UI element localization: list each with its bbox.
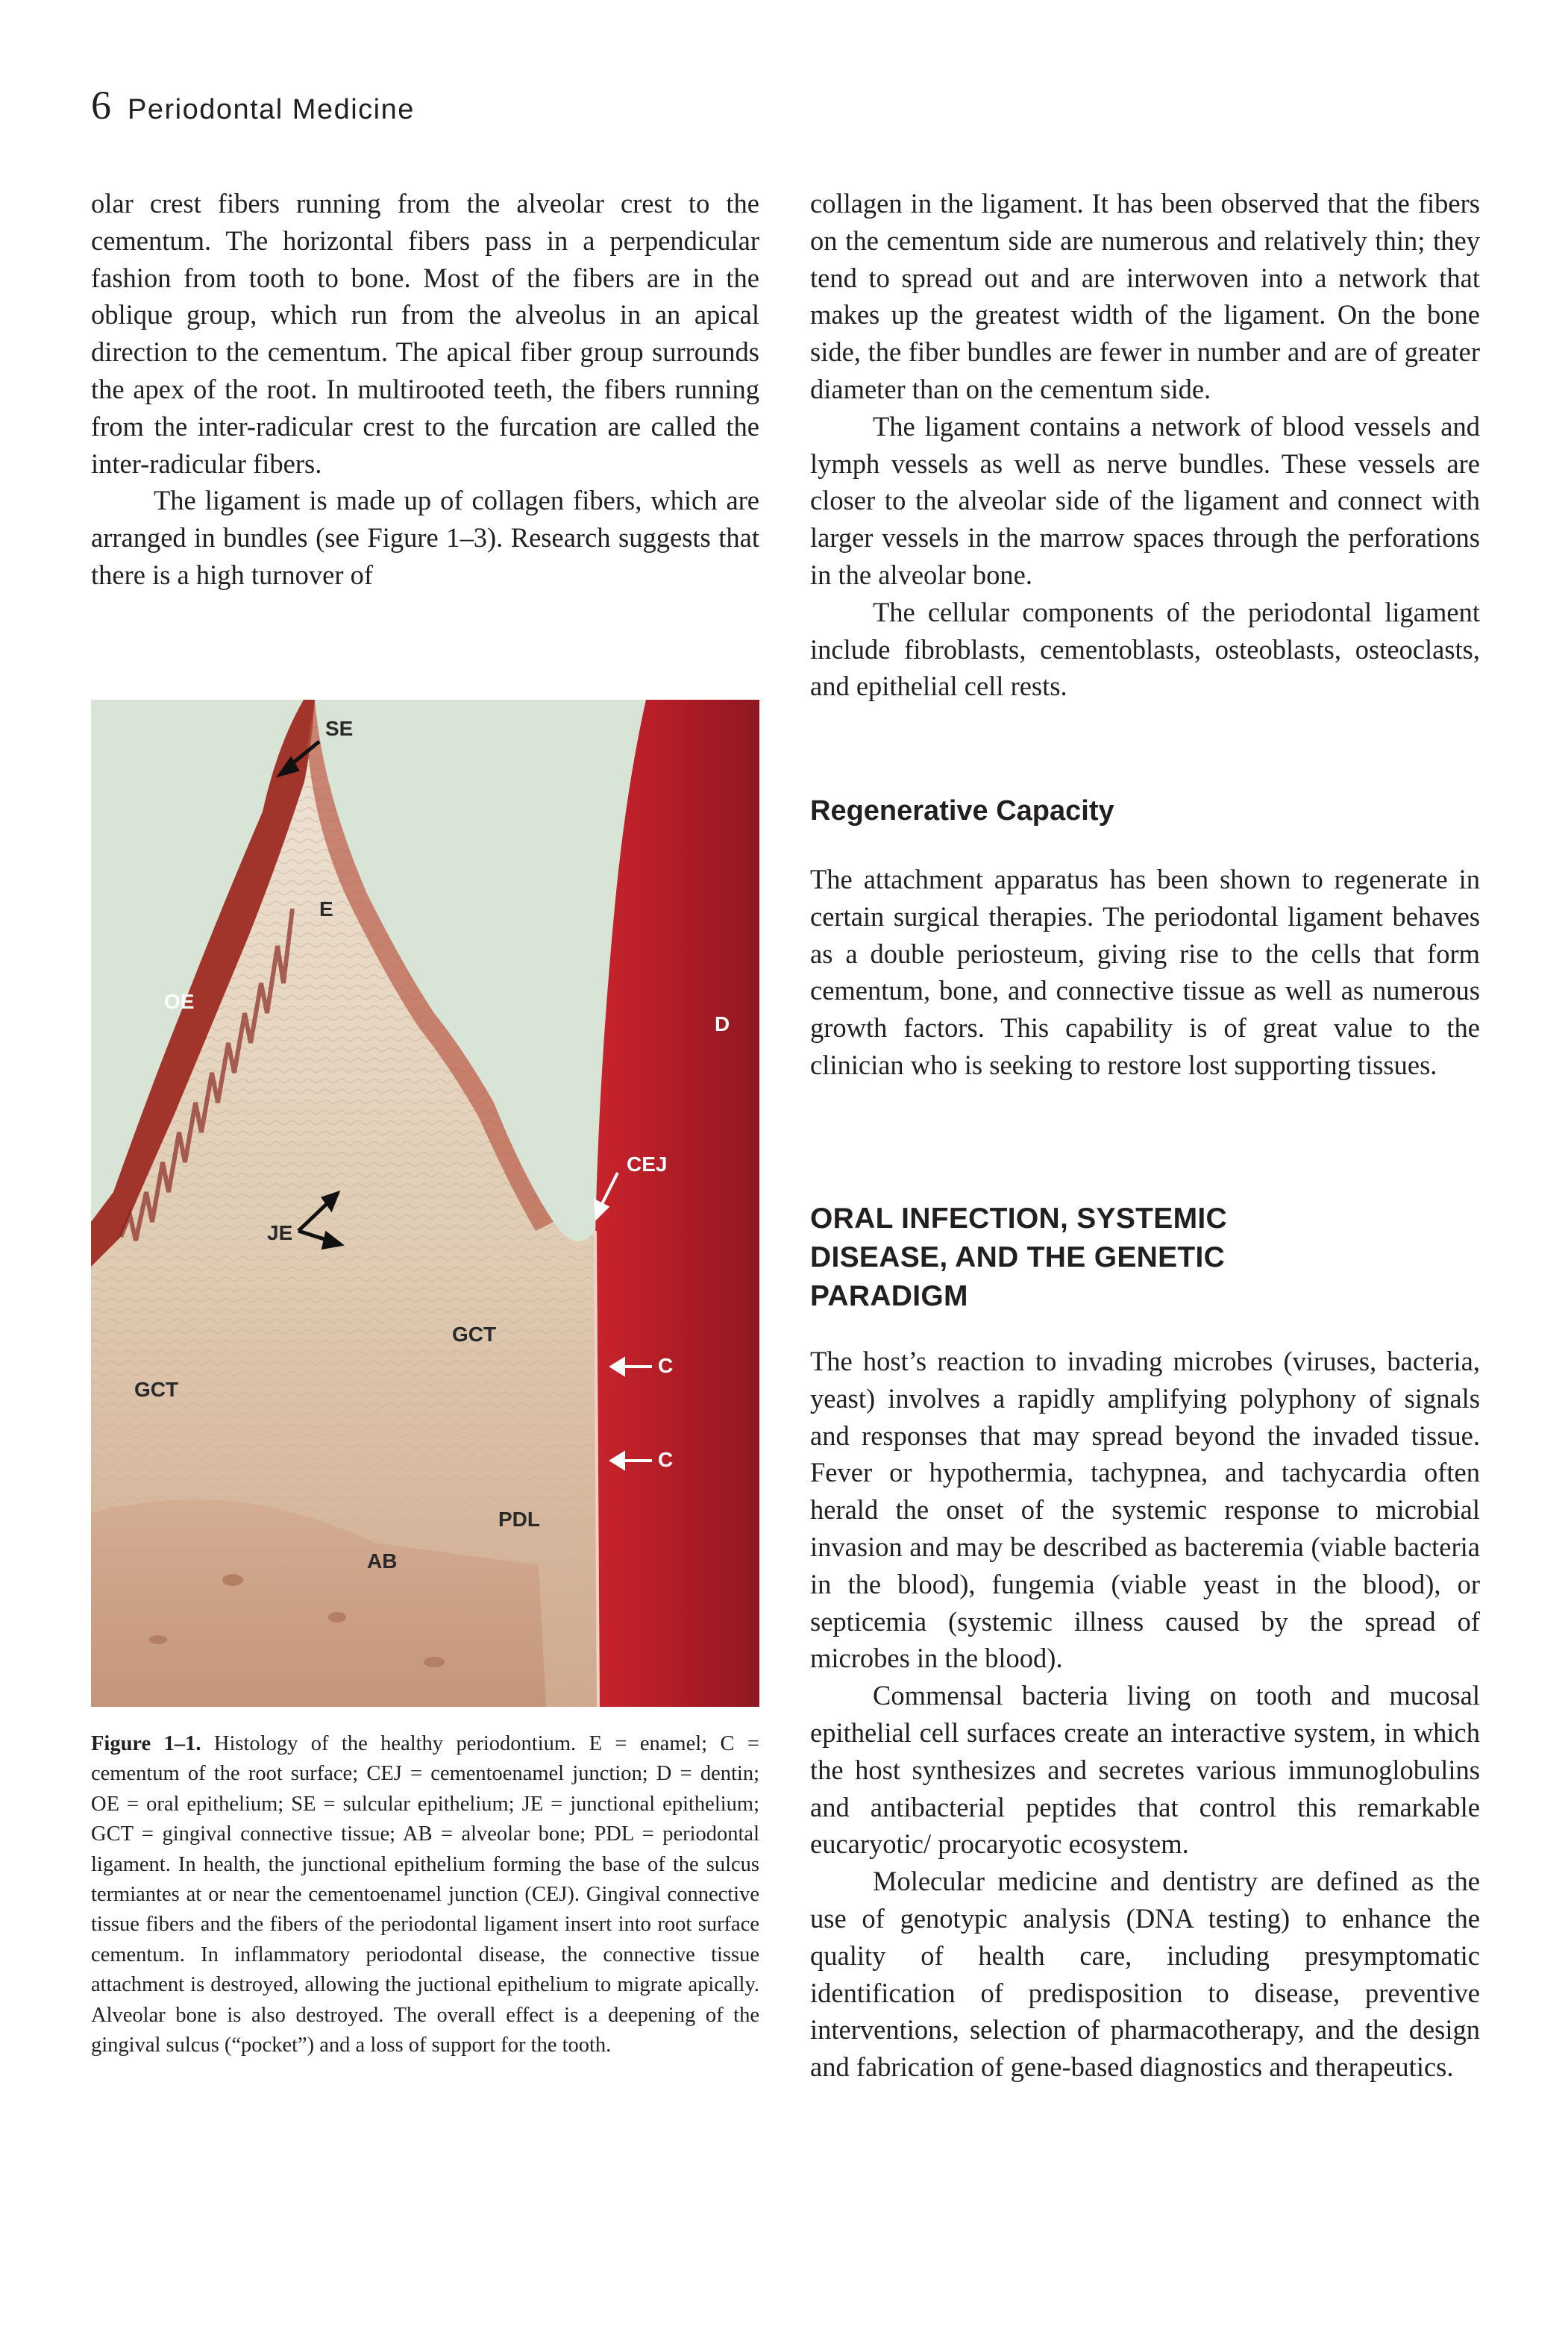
left-column [91,185,759,594]
figure-caption-text: Histology of the healthy periodontium. E = enamel; C = cementum of the root surface; CEJ = cementoenamel junction; D = dentin; OE = oral epithelium; SE = sulcular epithelium; JE = junctional epithelium; GCT = gingival connective tissue; AB = alveolar bone; PDL = periodontal ligament. In health, the junctional epithelium forming the base of the sulcus termiantes at or near the cementoenamel junction (CEJ). Gingival connective tissue fibers and the fibers of the periodontal ligament insert into root surface cementum. In inflammatory periodontal disease, the connective tissue attachment is destroyed, allowing the juctional epithelium to migrate apically. Alveolar bone is also destroyed. The overall effect is a deepening of the gingival sulcus (“pocket”) and a loss of support for the tooth. [91,1732,760,2057]
figure-caption-label: Figure 1–1. [91,1732,201,1755]
figure-label-c-lower: C [658,1448,674,1471]
page-number: 6 [91,83,111,128]
figure-label-cej: CEJ [627,1153,668,1176]
body-paragraph: collagen in the ligament. It has been observed that the fibers on the cementum side are numerous and relatively thin; they tend to spread out and are interwoven into a network that makes up the greatest width of the ligament. On the bone side, the fiber bundles are fewer in number and are of greater diameter than on the cementum side. [810,188,1480,404]
body-paragraph: The cellular components of the periodontal ligament include fibroblasts, cementoblasts, osteoblasts, osteoclasts, and epithelial cell rests. [810,596,1480,702]
running-header [91,82,415,128]
figure-label-oe: OE [164,990,195,1013]
right-column [810,185,1480,705]
figure-label-se: SE [325,717,354,740]
figure-label-e: E [319,897,333,921]
figure-caption [91,1729,759,2060]
figure-label-c-upper: C [658,1354,674,1377]
regenerative-capacity-heading: Regenerative Capacity [810,795,1114,827]
section-heading-line: DISEASE, AND THE GENETIC [810,1241,1226,1273]
body-paragraph: The ligament is made up of collagen fibers, which are arranged in bundles (see Figure 1–3). Research suggests that there is a high turnover of [91,485,759,590]
body-paragraph: Molecular medicine and dentistry are defined as the use of genotypic analysis (DNA testing) to enhance the quality of health care, including presymptomatic identification of predisposition to disease, preventive interventions, selection of pharmacotherapy, and the design and fabrication of gene-based diagnostics and therapeutics. [810,1866,1480,2083]
oral-infection-section-body [810,1343,1480,2086]
figure-label-gct-center: GCT [452,1323,497,1346]
figure-label-je: JE [267,1221,293,1244]
running-title: Periodontal Medicine [128,94,415,125]
figure-label-d: D [715,1012,730,1035]
section-heading-line: ORAL INFECTION, SYSTEMIC [810,1203,1228,1235]
body-paragraph: The host’s reaction to invading microbes (viruses, bacteria, yeast) involves a rapidly amplifying polyphony of signals and responses that may spread beyond the invaded tissue. Fever or hypothermia, tachypnea, and tachycardia often herald the onset of the systemic response to microbial invasion and may be described as bacteremia (viable bacteria in the blood), fungemia (viable yeast in the blood), or septicemia (systemic illness caused by the spread of microbes in the blood). [810,1346,1480,1674]
body-paragraph: Commensal bacteria living on tooth and mucosal epithelial cell surfaces create an interactive system, in which the host synthesizes and secretes various immunoglobulins and antibacterial peptides that control this remarkable eucaryotic/ procaryotic ecosystem. [810,1680,1480,1860]
histology-figure [91,700,759,1707]
histology-micrograph [91,700,759,1707]
regenerative-capacity-paragraph: The attachment apparatus has been shown to regenerate in certain surgical therapies. The periodontal ligament behaves as a double periosteum, giving rise to the cells that form cementum, bone, and connective tissue as well as numerous growth factors. This capability is of great value to the clinician who is seeking to restore lost supporting tissues. [810,864,1480,1080]
figure-label-pdl: PDL [498,1508,540,1531]
section-heading-line: PARADIGM [810,1280,968,1312]
body-paragraph: olar crest fibers running from the alveolar crest to the cementum. The horizontal fibers pass in a perpendicular fashion from tooth to bone. Most of the fibers are in the oblique group, which run from the alveolus in an apical direction to the cementum. The apical fiber group surrounds the apex of the root. In multirooted teeth, the fibers running from the inter-radicular crest to the furcation are called the inter-radicular fibers. [91,188,759,479]
body-paragraph: The ligament contains a network of blood vessels and lymph vessels as well as nerve bundles. These vessels are closer to the alveolar side of the ligament and connect with larger vessels in the marrow spaces through the perforations in the alveolar bone. [810,410,1480,590]
figure-label-ab: AB [367,1549,398,1573]
figure-label-gct-left: GCT [134,1378,179,1401]
oral-infection-section-heading [810,1200,1227,1316]
